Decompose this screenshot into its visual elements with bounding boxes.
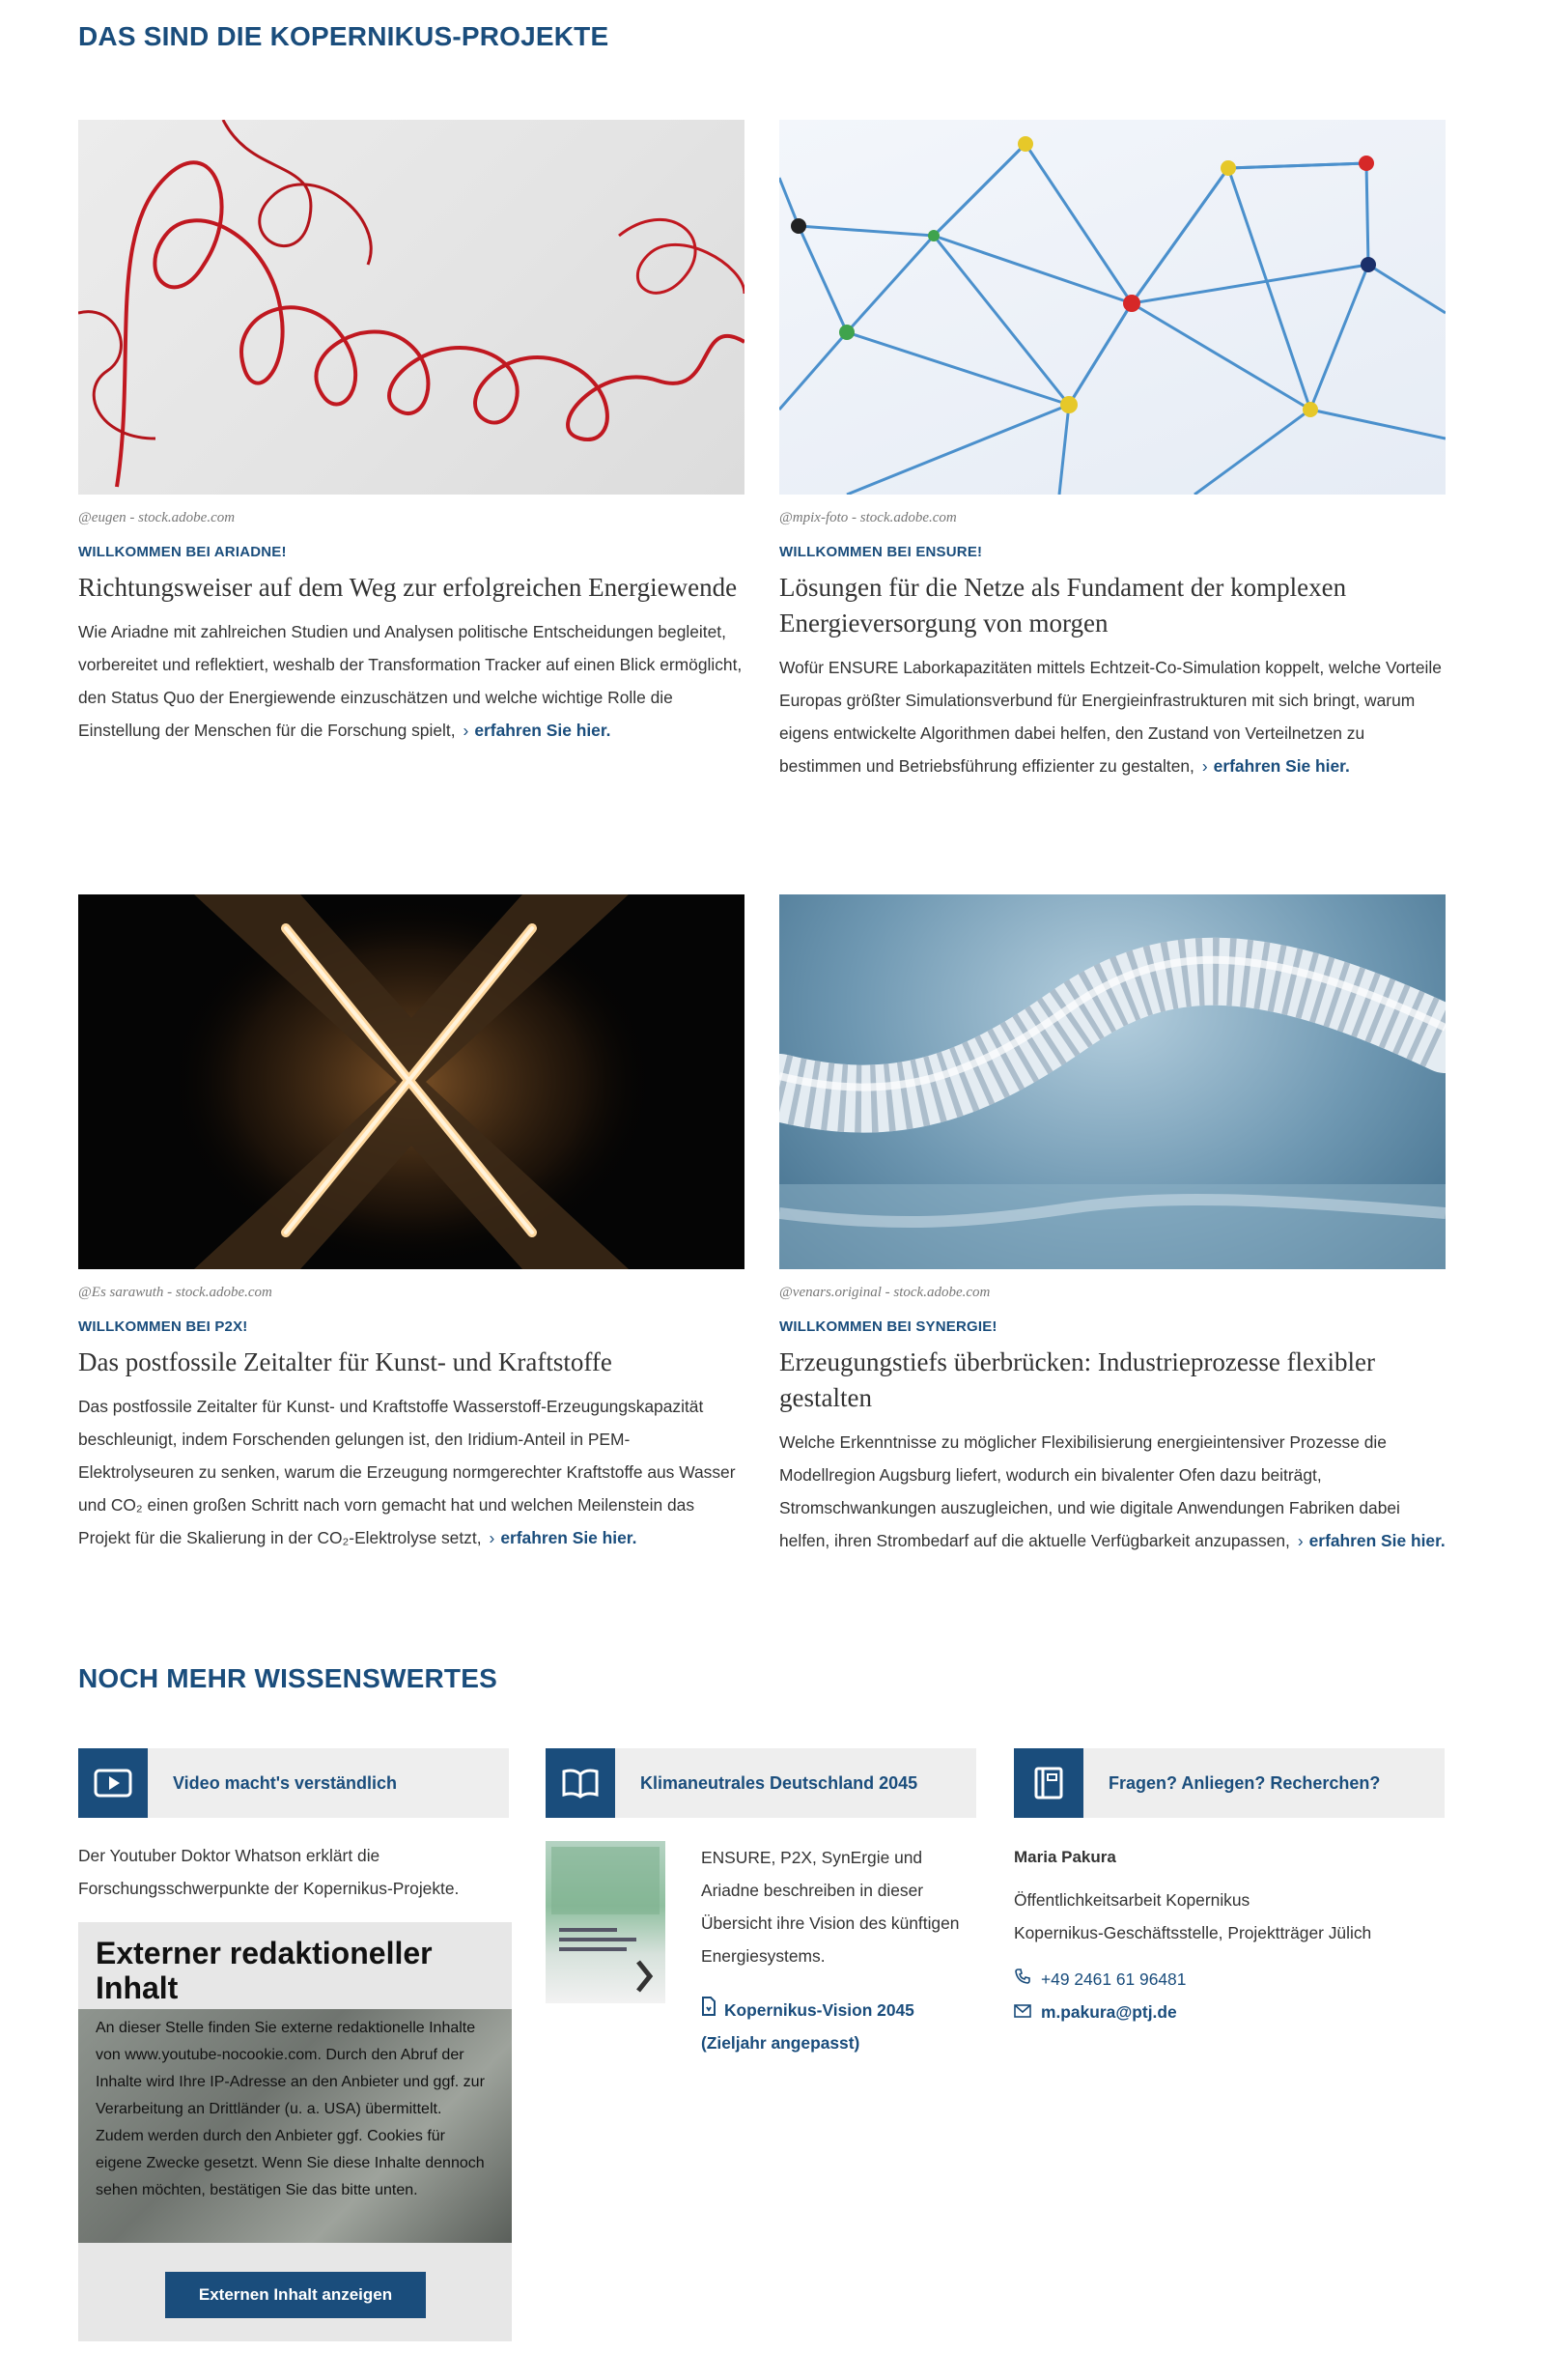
info-bar-label: Klimaneutrales Deutschland 2045 — [640, 1772, 918, 1793]
video-description — [78, 1839, 512, 1905]
info-bar[interactable] — [78, 1748, 509, 1818]
vision-download-label: Kopernikus-Vision 2045 (Zieljahr angepasst) — [701, 2000, 914, 2053]
info-box-contact — [1014, 1748, 1445, 1818]
card-kicker: WILLKOMMEN BEI P2X! — [78, 1318, 248, 1335]
phone-icon — [1014, 1963, 1041, 1996]
card-body-text: Wie Ariadne mit zahlreichen Studien und Analysen politische Entscheidungen begleitet, vorbereitet und reflektiert, weshalb der Transformation Tracker auf einen Blick ermöglicht, den Status Quo der Energiewende einzuschätzen und welche wichtige Rolle die Einstellung der Menschen für die Forschung spielt, — [78, 622, 743, 740]
contact-phone-number: +49 2461 61 96481 — [1041, 1969, 1187, 1989]
contact-organisation: Kopernikus-Geschäftsstelle, Projektträger Jülich — [1014, 1923, 1372, 1942]
card-heading: Das postfossile Zeitalter für Kunst- und Kraftstoffe — [78, 1347, 612, 1376]
contact-block — [1014, 1841, 1497, 2028]
red-thread-image — [78, 120, 744, 495]
contact-name: Maria Pakura — [1014, 1848, 1116, 1866]
video-description-text: Der Youtuber Doktor Whatson erklärt die Forschungsschwerpunkte der Kopernikus-Projekte. — [78, 1846, 460, 1898]
vision-brochure-cover[interactable] — [546, 1841, 665, 2003]
image-credit: @mpix-foto - stock.adobe.com — [779, 510, 957, 525]
contact-role: Öffentlichkeitsarbeit Kopernikus — [1014, 1890, 1250, 1910]
info-bar-label: Video macht's verständlich — [173, 1772, 398, 1793]
section-title-more-knowledge: NOCH MEHR WISSENSWERTES — [78, 1663, 497, 1693]
project-card-p2x — [78, 894, 744, 1554]
chevron-right-icon: › — [1201, 756, 1208, 776]
vision-download-link[interactable] — [701, 1994, 981, 2059]
card-kicker: WILLKOMMEN BEI ARIADNE! — [78, 544, 287, 560]
card-heading: Erzeugungstiefs überbrücken: Industrieprozesse flexibler gestalten — [779, 1347, 1376, 1412]
card-body — [78, 615, 744, 747]
notebook-icon — [1014, 1748, 1083, 1818]
card-heading: Richtungsweiser auf dem Weg zur erfolgreichen Energiewende — [78, 573, 738, 602]
project-card-ensure — [779, 120, 1446, 782]
card-body — [779, 651, 1446, 782]
info-bar[interactable] — [546, 1748, 976, 1818]
vision-description — [701, 1841, 981, 1972]
chevron-right-icon: › — [489, 1528, 495, 1547]
image-credit: @eugen - stock.adobe.com — [78, 510, 236, 525]
book-icon — [546, 1748, 615, 1818]
chevron-right-icon: › — [1297, 1531, 1304, 1550]
show-external-content-button[interactable]: Externen Inhalt anzeigen — [165, 2272, 426, 2318]
contact-phone-link[interactable] — [1014, 1963, 1497, 1996]
info-box-vision — [546, 1748, 976, 1818]
card-body-text: Wofür ENSURE Laborkapazitäten mittels Echtzeit-Co-Simulation koppelt, welche Vorteile Europas größter Simulationsverbund für Energieinfrastrukturen mit sich bringt, warum eigens entwickelte Algorithmen dabei helfen, den Zustand von Verteilnetzen zu bestimmen und Betriebsführung effizienter zu gestalten, — [779, 658, 1442, 776]
section-title-projects: DAS SIND DIE KOPERNIKUS-PROJEKTE — [78, 21, 609, 51]
card-body — [779, 1426, 1446, 1557]
document-download-icon — [701, 1994, 724, 2026]
external-content-description: An dieser Stelle finden Sie externe redaktionelle Inhalte von www.youtube-nocookie.com. Durch den Abruf der Inhalte wird Ihre IP-Adresse an den Anbieter und ggf. zur Verarbeitung an Drittländer (u. a. USA) übermittelt. Zudem werden durch den Anbieter ggf. Cookies für eigene Zwecke gesetzt. Wenn Sie diese Inhalte dennoch sehen möchten, bestätigen Sie das bitte unten. — [96, 2020, 485, 2198]
contact-email-link[interactable] — [1014, 1996, 1497, 2028]
external-content-title: Externer redaktioneller Inhalt — [96, 1936, 433, 2005]
card-kicker: WILLKOMMEN BEI SYNERGIE! — [779, 1318, 997, 1335]
card-kicker: WILLKOMMEN BEI ENSURE! — [779, 544, 983, 560]
info-bar-label: Fragen? Anliegen? Recherchen? — [1109, 1772, 1381, 1793]
card-body — [78, 1390, 744, 1554]
external-content-box — [78, 1922, 512, 2341]
read-more-link[interactable]: erfahren Sie hier. — [474, 721, 611, 740]
info-box-video — [78, 1748, 509, 1818]
chevron-right-icon: › — [463, 721, 469, 740]
card-heading: Lösungen für die Netze als Fundament der komplexen Energieversorgung von morgen — [779, 573, 1347, 638]
read-more-link[interactable]: erfahren Sie hier. — [1213, 756, 1350, 776]
project-card-synergie — [779, 894, 1446, 1557]
card-body-text: Welche Erkenntnisse zu möglicher Flexibilisierung energieintensiver Prozesse die Modellregion Augsburg liefert, wodurch ein bivalenter Ofen dazu beiträgt, Stromschwankungen auszugleichen, und wie digitale Anwendungen Fabriken dabei helfen, ihren Strombedarf auf die aktuelle Verfügbarkeit anzupassen, — [779, 1432, 1400, 1550]
flexible-hose-image — [779, 894, 1446, 1269]
info-bar[interactable] — [1014, 1748, 1445, 1818]
read-more-link[interactable]: erfahren Sie hier. — [1308, 1531, 1446, 1550]
image-credit: @venars.original - stock.adobe.com — [779, 1285, 991, 1300]
read-more-link[interactable]: erfahren Sie hier. — [500, 1528, 637, 1547]
neon-x-image — [78, 894, 744, 1269]
video-play-icon — [78, 1748, 148, 1818]
vision-description-text: ENSURE, P2X, SynErgie und Ariadne beschreiben in dieser Übersicht ihre Vision des künftigen Energiesystems. — [701, 1848, 960, 1966]
network-pins-image — [779, 120, 1446, 495]
card-body-text: Das postfossile Zeitalter für Kunst- und Kraftstoffe Wasserstoff-Erzeugungskapazität beschleunigt, indem Forschenden gelungen ist, den Iridium-Anteil in PEM-Elektrolyseuren zu senken, warum die Erzeugung normgerechter Kraftstoffe aus Wasser und CO₂ einen großen Schritt nach vorn gemacht hat und welchen Meilenstein das Projekt für die Skalierung in der CO₂-Elektrolyse setzt, — [78, 1397, 736, 1547]
image-credit: @Es sarawuth - stock.adobe.com — [78, 1285, 272, 1300]
contact-email-address: m.pakura@ptj.de — [1041, 2002, 1177, 2022]
project-card-ariadne — [78, 120, 744, 747]
mail-icon — [1014, 1996, 1041, 2028]
